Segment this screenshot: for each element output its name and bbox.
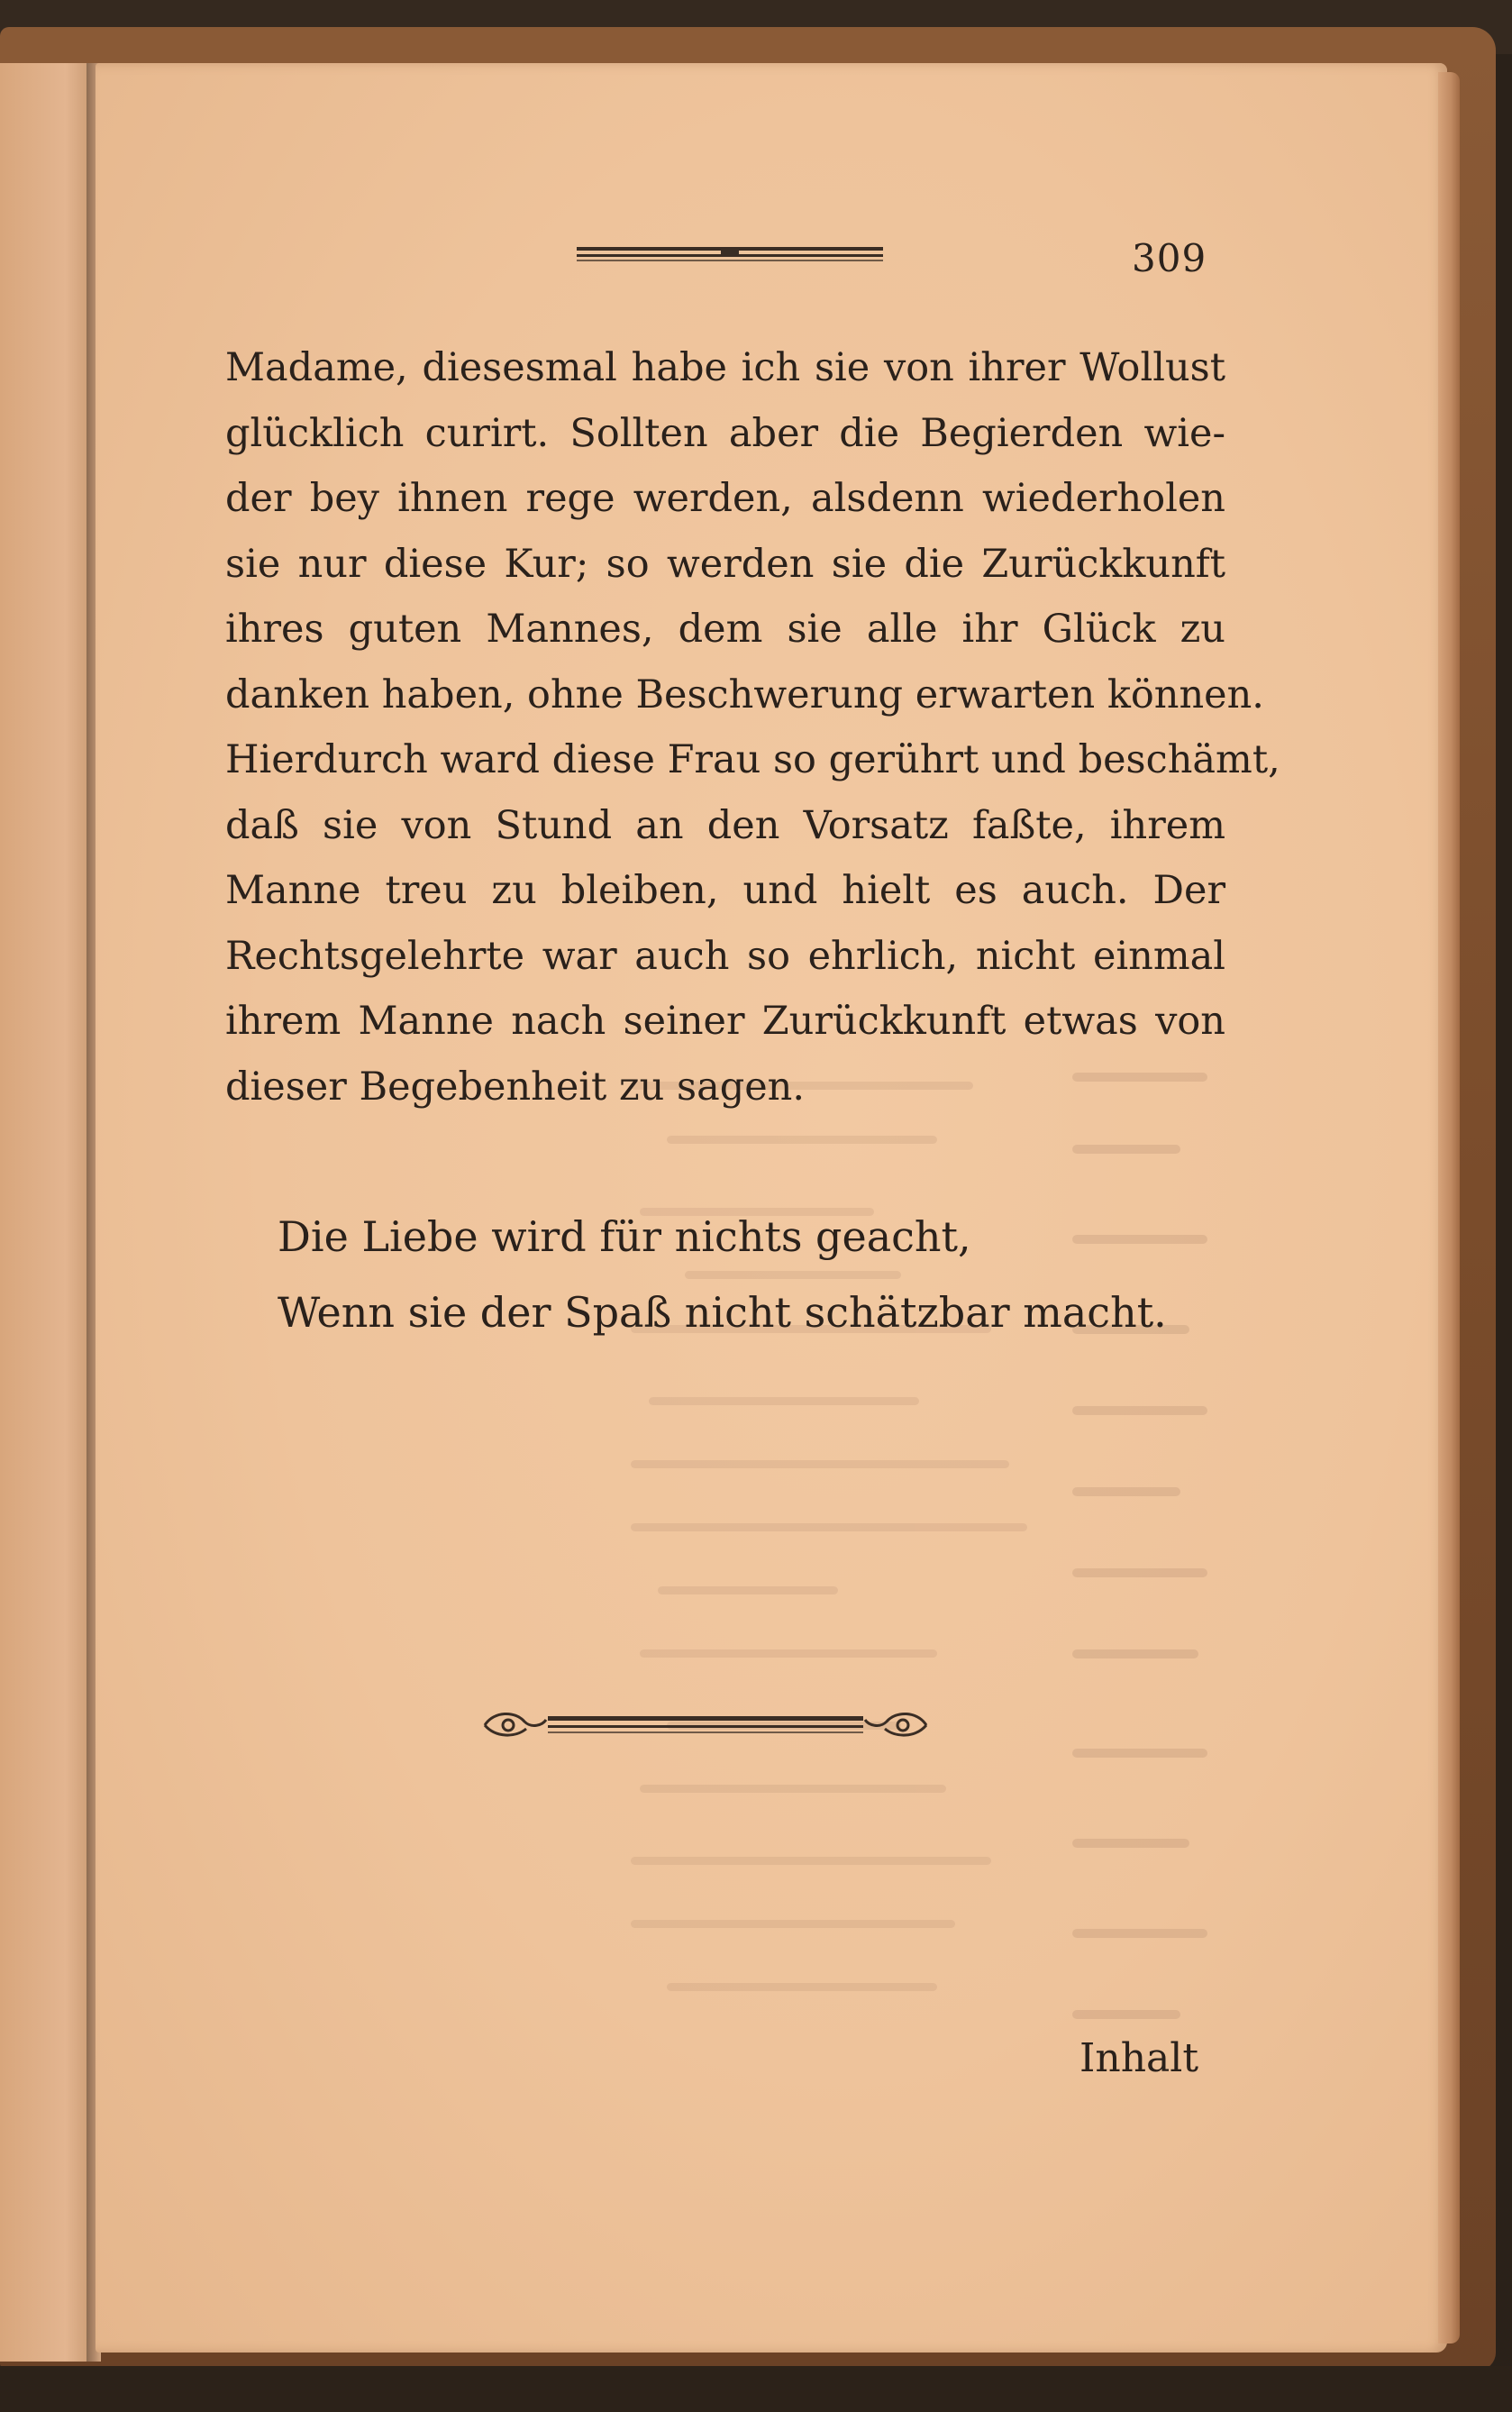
text-line: ihres guten Mannes, dem sie alle ihr Glück zu — [225, 607, 1225, 652]
header-rule-ornament — [577, 245, 883, 263]
scan-background-bottom — [0, 2366, 1512, 2412]
catchword: Inhalt — [1079, 2035, 1199, 2081]
text-line: ihrem Manne nach seiner Zurückkunft etwas von — [225, 999, 1225, 1044]
text-line: Rechtsgelehrte war auch so ehrlich, nicht einmal — [225, 933, 1225, 979]
verse-line: Wenn sie der Spaß nicht schätzbar macht. — [278, 1288, 1167, 1337]
text-line: Madame, diesesmal habe ich sie von ihrer Wollust — [225, 345, 1225, 390]
end-ornament — [476, 1698, 935, 1752]
text-line: dieser Begebenheit zu sagen. — [225, 1064, 806, 1110]
page-edge — [1438, 72, 1460, 2343]
verse — [278, 1199, 1167, 1350]
page-number: 309 — [1132, 236, 1207, 280]
paragraph — [225, 335, 1280, 1119]
text-line: glücklich curirt. Sollten aber die Begierden wie- — [225, 410, 1225, 456]
text-line: der bey ihnen rege werden, alsdenn wiederholen — [225, 476, 1225, 521]
text-line: danken haben, ohne Beschwerung erwarten können. — [225, 672, 1264, 717]
text-line: daß sie von Stund an den Vorsatz faßte, ihrem — [225, 802, 1225, 848]
text-line: Manne treu zu bleiben, und hielt es auch. Der — [225, 868, 1225, 913]
verse-line: Die Liebe wird für nichts geacht, — [278, 1212, 971, 1261]
text-line: Hierdurch ward diese Frau so gerührt und beschämt, — [225, 737, 1280, 782]
text-line: sie nur diese Kur; so werden sie die Zurückkunft — [225, 541, 1225, 587]
previous-page-edge — [0, 63, 94, 2362]
